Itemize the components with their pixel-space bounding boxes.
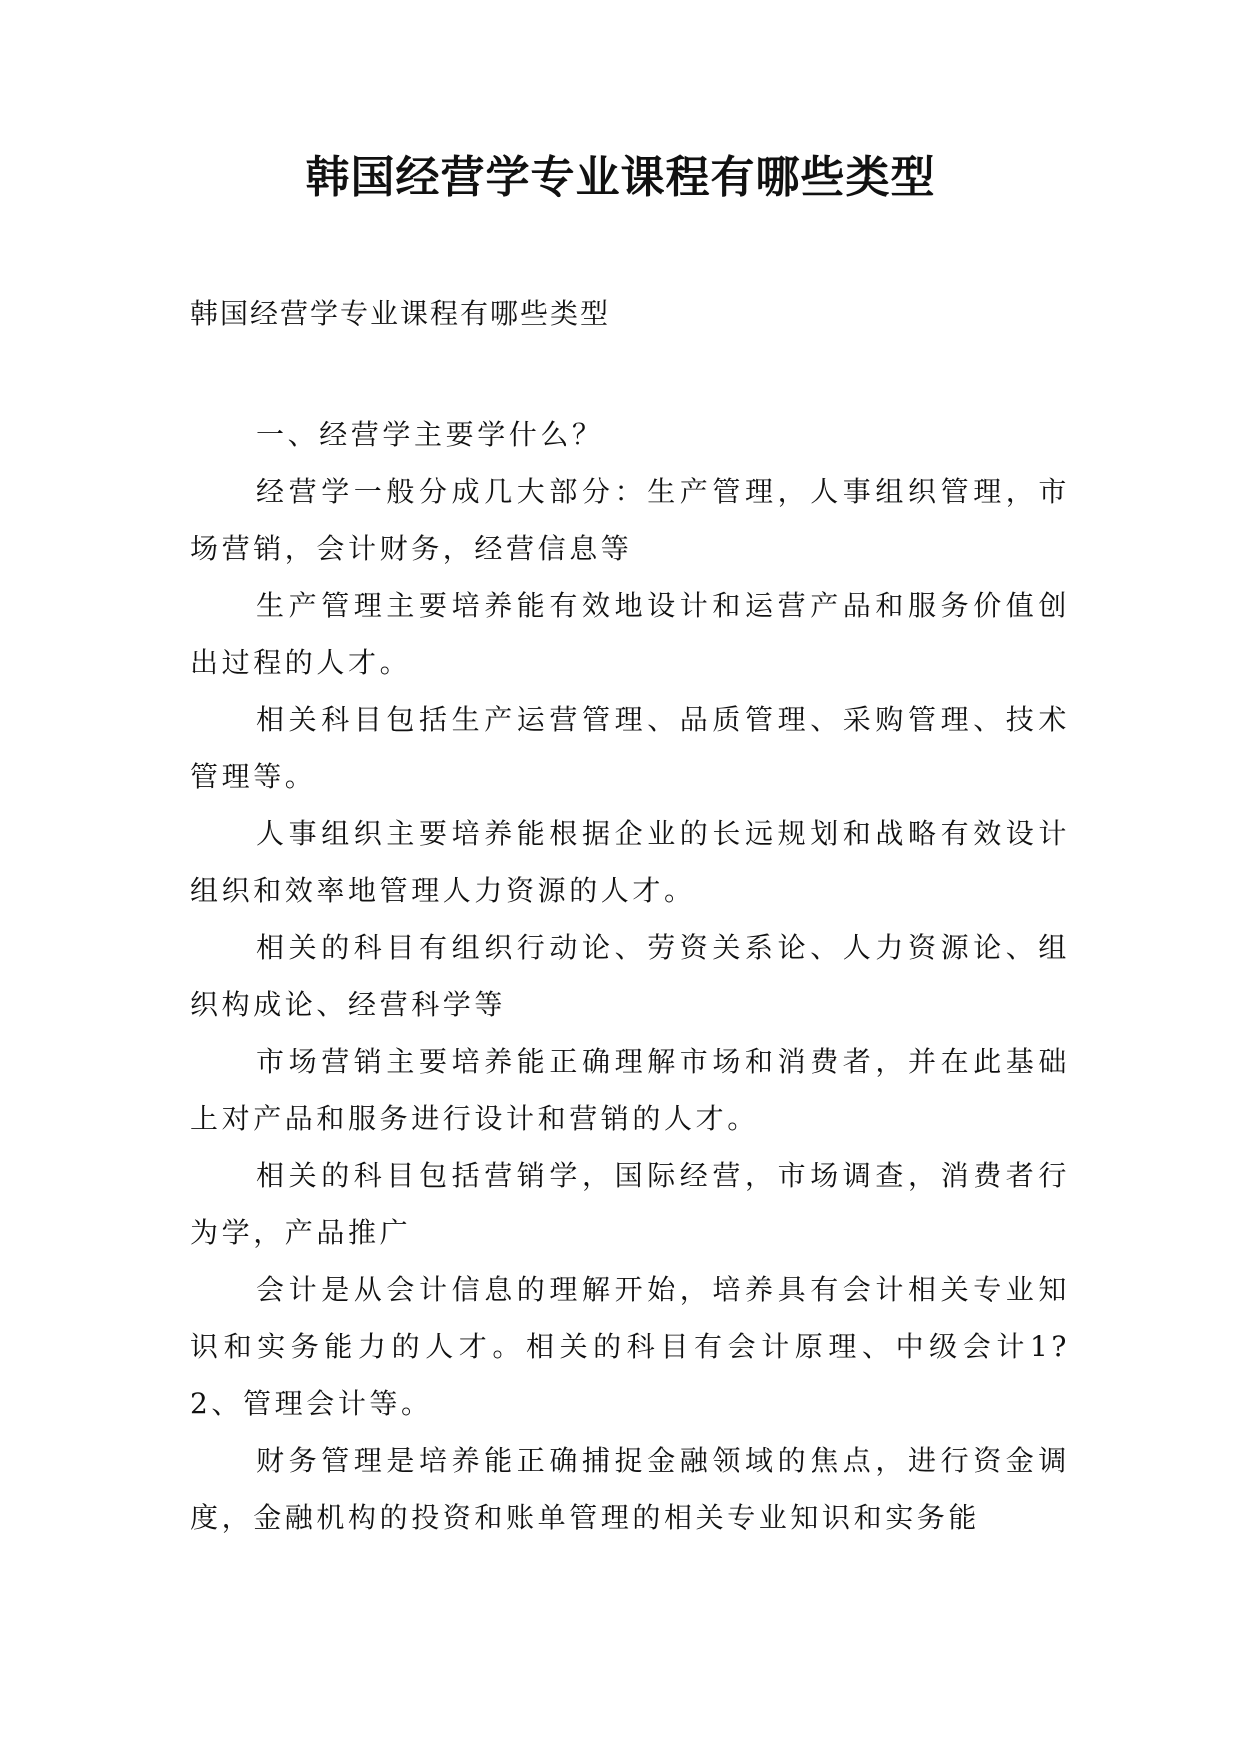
document-subtitle: 韩国经营学专业课程有哪些类型 <box>190 297 611 330</box>
document-body <box>190 406 1070 1546</box>
paragraph-6: 相关的科目有组织行动论、劳资关系论、人力资源论、组织构成论、经营科学等 <box>190 931 1070 1021</box>
paragraph-10: 财务管理是培养能正确捕捉金融领域的焦点，进行资金调度，金融机构的投资和账单管理的相关专业知识和实务能 <box>190 1444 1070 1534</box>
paragraph-7: 市场营销主要培养能正确理解市场和消费者，并在此基础上对产品和服务进行设计和营销的人才。 <box>190 1045 1070 1135</box>
paragraph-9: 会计是从会计信息的理解开始，培养具有会计相关专业知识和实务能力的人才。相关的科目有会计原理、中级会计1?2、管理会计等。 <box>190 1273 1070 1420</box>
document-title: 韩国经营学专业课程有哪些类型 <box>305 152 936 203</box>
paragraph-8: 相关的科目包括营销学，国际经营，市场调查，消费者行为学，产品推广 <box>190 1159 1070 1249</box>
paragraph-2: 经营学一般分成几大部分：生产管理，人事组织管理，市场营销，会计财务，经营信息等 <box>190 475 1070 565</box>
paragraph-5: 人事组织主要培养能根据企业的长远规划和战略有效设计组织和效率地管理人力资源的人才。 <box>190 817 1070 907</box>
paragraph-4: 相关科目包括生产运营管理、品质管理、采购管理、技术管理等。 <box>190 703 1070 793</box>
paragraph-1: 一、经营学主要学什么？ <box>256 418 604 451</box>
paragraph-3: 生产管理主要培养能有效地设计和运营产品和服务价值创出过程的人才。 <box>190 589 1070 679</box>
